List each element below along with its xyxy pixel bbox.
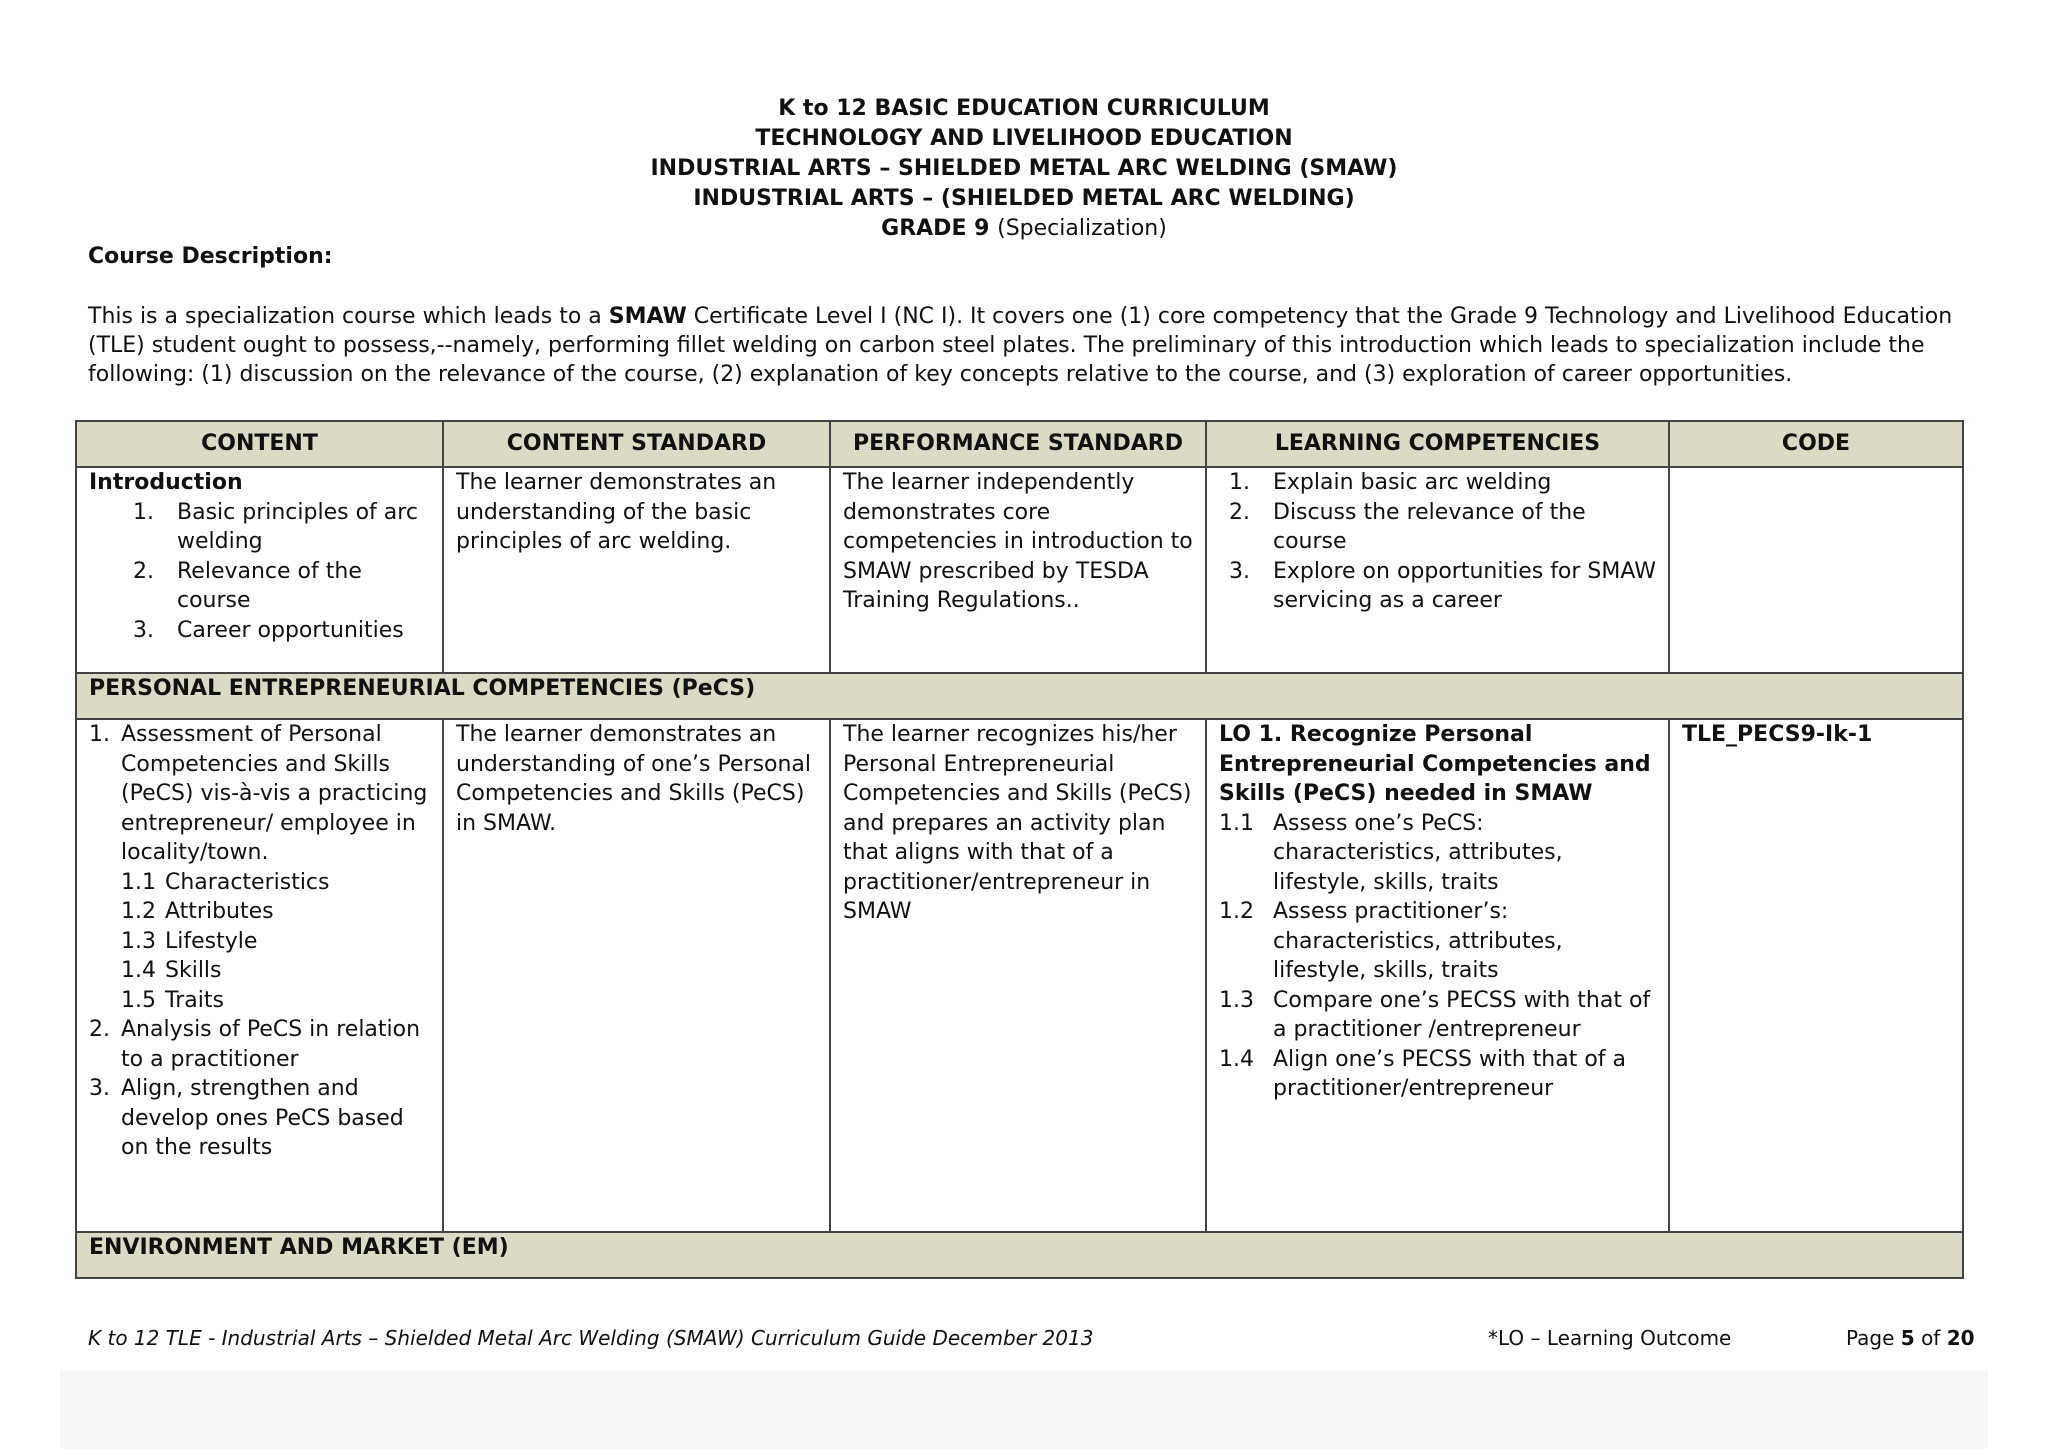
competencies-cell (1206, 467, 1669, 673)
content-list (89, 498, 430, 646)
list-item (1219, 897, 1656, 986)
item-number: 1.1 (1219, 810, 1254, 836)
item-number: 2. (133, 558, 154, 584)
learning-outcome-list (1219, 809, 1656, 1104)
content-list-continued (77, 1015, 432, 1163)
content-cell (76, 719, 443, 1232)
item-number: 1.4 (121, 958, 156, 983)
of-word: of (1921, 1326, 1941, 1350)
item-text: Relevance of the course (177, 558, 362, 613)
course-description-label: Course Description: (88, 244, 333, 269)
header-code: CODE (1669, 421, 1963, 467)
course-description-pre: This is a specialization course which leads to a (88, 304, 609, 329)
item-number: 1.1 (121, 869, 156, 895)
item-text: Align one’s PECSS with that of a practitioner/entrepreneur (1273, 1046, 1627, 1101)
item-text: Basic principles of arc welding (177, 499, 418, 554)
item-text: Assess one’s PeCS: characteristics, attributes, lifestyle, skills, traits (1273, 810, 1563, 895)
item-number: 1. (133, 499, 154, 525)
list-item (121, 927, 432, 957)
list-item (77, 1074, 432, 1163)
list-item (121, 897, 432, 927)
section-title: PERSONAL ENTREPRENEURIAL COMPETENCIES (PeCS) (76, 673, 1963, 719)
header-grade (0, 214, 2048, 244)
header-content-standard: CONTENT STANDARD (443, 421, 830, 467)
course-description-bold: SMAW (608, 304, 687, 329)
item-text: Explore on opportunities for SMAW servicing as a career (1273, 558, 1656, 613)
curriculum-table (75, 420, 1964, 1279)
item-number: 2. (89, 1017, 110, 1042)
grade-label: GRADE 9 (881, 216, 990, 241)
bottom-margin-band (60, 1370, 1988, 1449)
list-item (89, 616, 430, 646)
page-total: 20 (1946, 1326, 1975, 1350)
list-item (1219, 1045, 1656, 1104)
list-item (1219, 468, 1656, 498)
section-row (76, 1232, 1963, 1278)
item-text: Characteristics (165, 869, 330, 895)
item-number: 3. (89, 1076, 110, 1101)
table-row (76, 467, 1963, 673)
item-number: 2. (1229, 499, 1250, 525)
learning-outcome-heading: LO 1. Recognize Personal Entrepreneurial Competencies and Skills (PeCS) needed in SMAW (1219, 722, 1651, 806)
header-content: CONTENT (76, 421, 443, 467)
list-item (89, 498, 430, 557)
list-item (1219, 986, 1656, 1045)
item-text: Discuss the relevance of the course (1273, 499, 1586, 554)
list-item (1219, 809, 1656, 898)
competencies-list (1219, 468, 1656, 616)
sub-list (77, 868, 432, 1016)
list-item (121, 868, 432, 898)
table-row (76, 719, 1963, 1232)
item-text: Assessment of Personal Competencies and Skills (PeCS) vis-à-vis a practicing entrepreneur/ employee in locality/town. (121, 722, 428, 865)
item-number: 1.2 (121, 899, 156, 924)
header-learning-competencies: LEARNING COMPETENCIES (1206, 421, 1669, 467)
item-number: 1.2 (1219, 899, 1254, 924)
item-text: Compare one’s PECSS with that of a practitioner /entrepreneur (1273, 987, 1651, 1042)
page-number (1846, 1326, 1975, 1350)
item-number: 1.5 (121, 987, 156, 1013)
content-list (77, 720, 432, 868)
item-text: Career opportunities (177, 617, 404, 643)
item-number: 3. (1229, 558, 1250, 584)
table-header-row (76, 421, 1963, 467)
item-number: 3. (133, 617, 154, 643)
item-text: Analysis of PeCS in relation to a practitioner (121, 1017, 421, 1072)
item-number: 1.4 (1219, 1046, 1254, 1072)
document-header (0, 94, 2048, 244)
section-title: ENVIRONMENT AND MARKET (EM) (76, 1232, 1963, 1278)
list-item (1219, 498, 1656, 557)
list-item (121, 956, 432, 986)
header-line-3: INDUSTRIAL ARTS – SHIELDED METAL ARC WELDING (SMAW) (650, 156, 1398, 181)
header-line-2: TECHNOLOGY AND LIVELIHOOD EDUCATION (755, 126, 1293, 151)
content-title: Introduction (89, 470, 243, 495)
grade-note: (Specialization) (997, 216, 1167, 241)
item-text: Skills (165, 958, 222, 983)
item-number: 1. (1229, 470, 1250, 495)
content-standard-cell: The learner demonstrates an understanding of the basic principles of arc welding. (443, 467, 830, 673)
list-item (89, 557, 430, 616)
item-text: Explain basic arc welding (1273, 470, 1552, 495)
header-performance-standard: PERFORMANCE STANDARD (830, 421, 1206, 467)
list-item (1219, 557, 1656, 616)
item-number: 1.3 (1219, 987, 1254, 1013)
header-line-1: K to 12 BASIC EDUCATION CURRICULUM (778, 96, 1270, 121)
item-number: 1. (89, 722, 110, 747)
list-item (77, 1015, 432, 1074)
content-standard-cell: The learner demonstrates an understanding of one’s Personal Competencies and Skills (PeCS) in SMAW. (443, 719, 830, 1232)
code-cell (1669, 467, 1963, 673)
page-word: Page (1846, 1326, 1895, 1350)
footer-document-title: K to 12 TLE - Industrial Arts – Shielded Metal Arc Welding (SMAW) Curriculum Guide December 2013 (88, 1326, 1094, 1350)
page-current: 5 (1900, 1326, 1915, 1350)
performance-standard-cell: The learner independently demonstrates core competencies in introduction to SMAW prescribed by TESDA Training Regulations.. (830, 467, 1206, 673)
course-description-text (88, 302, 1968, 389)
item-text: Align, strengthen and develop ones PeCS based on the results (121, 1076, 404, 1160)
item-text: Attributes (165, 899, 274, 924)
item-number: 1.3 (121, 928, 156, 954)
list-item (77, 720, 432, 868)
footer-legend: *LO – Learning Outcome (1488, 1326, 1732, 1350)
code-cell: TLE_PECS9-Ik-1 (1669, 719, 1963, 1232)
content-cell (76, 467, 443, 673)
competencies-cell (1206, 719, 1669, 1232)
item-text: Lifestyle (165, 928, 258, 954)
item-text: Traits (165, 987, 224, 1013)
section-row (76, 673, 1963, 719)
header-line-4: INDUSTRIAL ARTS – (SHIELDED METAL ARC WELDING) (693, 186, 1355, 211)
course-description-post: Certificate Level I (NC I). It covers one (1) core competency that the Grade 9 Technology and Livelihood Education (TLE) student ought to possess,--namely, performing fillet welding on carbon steel plates. The preliminary of this introduction which leads to specialization include the following: (1) discussion on the relevance of the course, (2) explanation of key concepts relative to the course, and (3) exploration of career opportunities. (88, 304, 1953, 387)
performance-standard-cell: The learner recognizes his/her Personal Entrepreneurial Competencies and Skills (PeCS) and prepares an activity plan that aligns with that of a practitioner/entrepreneur in SMAW (830, 719, 1206, 1232)
item-text: Assess practitioner’s: characteristics, attributes, lifestyle, skills, traits (1273, 899, 1563, 983)
list-item (121, 986, 432, 1016)
